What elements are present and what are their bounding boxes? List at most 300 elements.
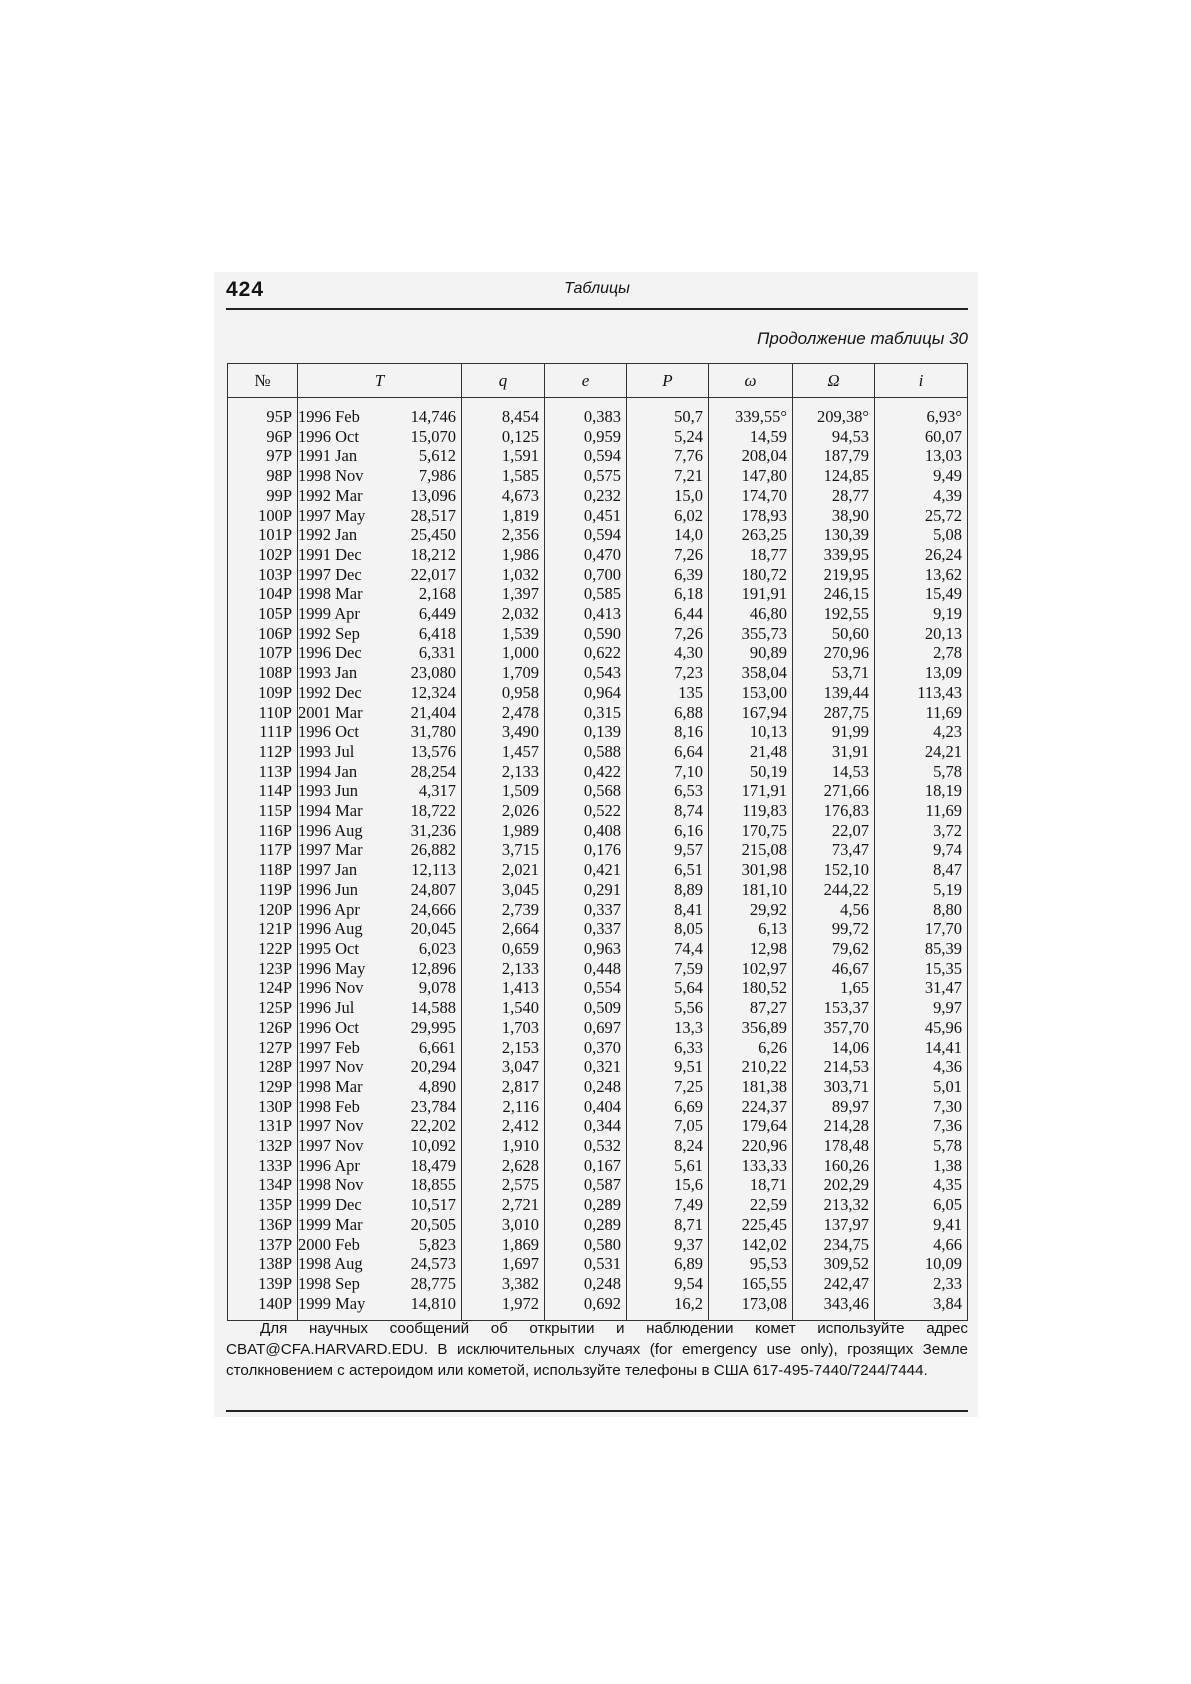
cell-ascending-node: 287,75 (793, 703, 875, 723)
cell-period: 7,21 (627, 466, 709, 486)
cell-argument-of-perihelion: 173,08 (709, 1294, 793, 1321)
perihelion-day: 12,113 (411, 860, 456, 880)
cell-inclination: 8,80 (875, 900, 968, 920)
perihelion-date: 1998 Nov (298, 466, 364, 486)
perihelion-date: 1999 Apr (298, 604, 360, 624)
book-page (226, 272, 968, 1417)
cell-perihelion-time (298, 781, 462, 801)
table-row (228, 1057, 968, 1077)
perihelion-day: 6,449 (418, 604, 456, 624)
perihelion-date: 1993 Jun (298, 781, 359, 801)
cell-period: 74,4 (627, 939, 709, 959)
cell-number: 140P (228, 1294, 298, 1321)
perihelion-date: 1992 Dec (298, 682, 362, 702)
cell-perihelion-distance: 2,153 (462, 1038, 545, 1058)
cell-perihelion-distance: 1,539 (462, 624, 545, 644)
cell-ascending-node: 214,28 (793, 1116, 875, 1136)
cell-ascending-node: 209,38° (793, 398, 875, 427)
perihelion-day: 6,331 (418, 643, 456, 663)
cell-perihelion-time (298, 545, 462, 565)
cell-period: 6,51 (627, 860, 709, 880)
cell-perihelion-time (298, 1038, 462, 1058)
cell-period: 7,26 (627, 624, 709, 644)
cell-ascending-node: 91,99 (793, 722, 875, 742)
cell-number: 130P (228, 1097, 298, 1117)
cell-ascending-node: 4,56 (793, 900, 875, 920)
cell-eccentricity: 0,692 (545, 1294, 627, 1321)
cell-argument-of-perihelion: 12,98 (709, 939, 793, 959)
cell-ascending-node: 22,07 (793, 821, 875, 841)
table-row (228, 446, 968, 466)
cell-perihelion-time (298, 1235, 462, 1255)
cell-number: 102P (228, 545, 298, 565)
cell-eccentricity: 0,408 (545, 821, 627, 841)
cell-period: 13,3 (627, 1018, 709, 1038)
cell-argument-of-perihelion: 180,72 (709, 565, 793, 585)
cell-argument-of-perihelion: 208,04 (709, 446, 793, 466)
perihelion-day: 20,294 (410, 1057, 456, 1077)
table-row (228, 1215, 968, 1235)
cell-number: 108P (228, 663, 298, 683)
table-row (228, 525, 968, 545)
perihelion-day: 20,045 (410, 919, 456, 939)
cell-perihelion-distance: 1,000 (462, 643, 545, 663)
cell-eccentricity: 0,594 (545, 446, 627, 466)
cell-ascending-node: 357,70 (793, 1018, 875, 1038)
perihelion-date: 1996 Nov (298, 978, 364, 998)
table-row (228, 1097, 968, 1117)
cell-ascending-node: 176,83 (793, 801, 875, 821)
cell-eccentricity: 0,580 (545, 1235, 627, 1255)
cell-eccentricity: 0,532 (545, 1136, 627, 1156)
cell-argument-of-perihelion: 171,91 (709, 781, 793, 801)
cell-inclination: 24,21 (875, 742, 968, 762)
cell-argument-of-perihelion: 90,89 (709, 643, 793, 663)
perihelion-day: 7,986 (418, 466, 456, 486)
cell-ascending-node: 178,48 (793, 1136, 875, 1156)
cell-inclination: 5,08 (875, 525, 968, 545)
cell-perihelion-time (298, 919, 462, 939)
cell-perihelion-distance: 1,032 (462, 565, 545, 585)
cell-inclination: 113,43 (875, 683, 968, 703)
perihelion-date: 1998 Mar (298, 584, 363, 604)
cell-argument-of-perihelion: 224,37 (709, 1097, 793, 1117)
cell-perihelion-time (298, 683, 462, 703)
perihelion-day: 14,746 (410, 407, 456, 426)
cell-eccentricity: 0,232 (545, 486, 627, 506)
cell-perihelion-time (298, 663, 462, 683)
cell-ascending-node: 214,53 (793, 1057, 875, 1077)
cell-number: 133P (228, 1156, 298, 1176)
cell-eccentricity: 0,315 (545, 703, 627, 723)
cell-argument-of-perihelion: 102,97 (709, 959, 793, 979)
cell-period: 7,23 (627, 663, 709, 683)
perihelion-day: 18,722 (410, 801, 456, 821)
cell-argument-of-perihelion: 170,75 (709, 821, 793, 841)
cell-period: 8,05 (627, 919, 709, 939)
cell-ascending-node: 192,55 (793, 604, 875, 624)
cell-argument-of-perihelion: 119,83 (709, 801, 793, 821)
perihelion-date: 1991 Jan (298, 446, 358, 466)
table-row (228, 545, 968, 565)
cell-eccentricity: 0,509 (545, 998, 627, 1018)
cell-argument-of-perihelion: 179,64 (709, 1116, 793, 1136)
cell-number: 127P (228, 1038, 298, 1058)
cell-period: 9,37 (627, 1235, 709, 1255)
cell-eccentricity: 0,585 (545, 584, 627, 604)
footnote: Для научных сообщений об открытии и наблюдении комет используйте адрес CBAT@CFA.HARVARD.EDU. В исключительных случаях (for emergency use only), грозящих Земле столкновением с астероидом или кометой, используйте телефоны в США 617-495-7440/7244/7444. (226, 1320, 968, 1379)
cell-eccentricity: 0,575 (545, 466, 627, 486)
cell-period: 6,64 (627, 742, 709, 762)
cell-perihelion-distance: 1,591 (462, 446, 545, 466)
cell-perihelion-time (298, 703, 462, 723)
cell-number: 114P (228, 781, 298, 801)
page-number: 424 (226, 278, 265, 301)
cell-perihelion-time (298, 1215, 462, 1235)
cell-number: 116P (228, 821, 298, 841)
cell-inclination: 10,09 (875, 1254, 968, 1274)
cell-perihelion-distance: 2,412 (462, 1116, 545, 1136)
cell-argument-of-perihelion: 6,26 (709, 1038, 793, 1058)
cell-period: 8,74 (627, 801, 709, 821)
table-header-row (228, 364, 968, 398)
cell-inclination: 5,19 (875, 880, 968, 900)
cell-ascending-node: 38,90 (793, 506, 875, 526)
cell-inclination: 3,84 (875, 1294, 968, 1321)
cell-eccentricity: 0,470 (545, 545, 627, 565)
table-row (228, 801, 968, 821)
cell-perihelion-distance: 1,709 (462, 663, 545, 683)
table-row (228, 624, 968, 644)
column-header-eccentricity: e (545, 364, 627, 398)
column-header-perihelion-time: T (298, 364, 462, 398)
cell-inclination: 13,62 (875, 565, 968, 585)
cell-eccentricity: 0,543 (545, 663, 627, 683)
perihelion-date: 1999 Mar (298, 1214, 363, 1234)
cell-period: 8,89 (627, 880, 709, 900)
running-title: Таблицы (564, 280, 630, 297)
cell-inclination: 31,47 (875, 978, 968, 998)
table-row (228, 427, 968, 447)
perihelion-day: 25,450 (410, 525, 456, 545)
column-header-inclination: i (875, 364, 968, 398)
cell-inclination: 15,49 (875, 584, 968, 604)
cell-eccentricity: 0,594 (545, 525, 627, 545)
cell-perihelion-distance: 1,540 (462, 998, 545, 1018)
perihelion-date: 1997 Mar (298, 840, 363, 860)
table-row (228, 1254, 968, 1274)
perihelion-day: 28,775 (410, 1273, 456, 1293)
cell-ascending-node: 242,47 (793, 1274, 875, 1294)
cell-ascending-node: 244,22 (793, 880, 875, 900)
cell-number: 109P (228, 683, 298, 703)
comet-elements-table (227, 363, 968, 1321)
cell-perihelion-time (298, 840, 462, 860)
cell-period: 7,49 (627, 1195, 709, 1215)
cell-ascending-node: 246,15 (793, 584, 875, 604)
cell-argument-of-perihelion: 10,13 (709, 722, 793, 742)
cell-period: 4,30 (627, 643, 709, 663)
cell-number: 98P (228, 466, 298, 486)
perihelion-date: 1991 Dec (298, 544, 362, 564)
cell-number: 125P (228, 998, 298, 1018)
perihelion-day: 23,080 (410, 663, 456, 683)
cell-argument-of-perihelion: 133,33 (709, 1156, 793, 1176)
perihelion-day: 21,404 (410, 702, 456, 722)
cell-perihelion-time (298, 525, 462, 545)
perihelion-day: 15,070 (410, 426, 456, 446)
perihelion-day: 31,780 (410, 722, 456, 742)
table-row (228, 604, 968, 624)
cell-inclination: 9,41 (875, 1215, 968, 1235)
cell-ascending-node: 130,39 (793, 525, 875, 545)
cell-period: 6,44 (627, 604, 709, 624)
cell-number: 121P (228, 919, 298, 939)
page-header (226, 278, 968, 308)
perihelion-day: 18,212 (410, 544, 456, 564)
cell-inclination: 4,35 (875, 1175, 968, 1195)
cell-perihelion-distance: 2,032 (462, 604, 545, 624)
table-row (228, 1116, 968, 1136)
cell-number: 139P (228, 1274, 298, 1294)
column-header-number: № (228, 364, 298, 398)
cell-period: 6,33 (627, 1038, 709, 1058)
cell-perihelion-time (298, 998, 462, 1018)
cell-period: 7,05 (627, 1116, 709, 1136)
cell-ascending-node: 153,37 (793, 998, 875, 1018)
cell-eccentricity: 0,337 (545, 919, 627, 939)
cell-eccentricity: 0,248 (545, 1077, 627, 1097)
cell-inclination: 5,78 (875, 762, 968, 782)
cell-argument-of-perihelion: 174,70 (709, 486, 793, 506)
table-row (228, 1156, 968, 1176)
cell-ascending-node: 99,72 (793, 919, 875, 939)
cell-perihelion-distance: 2,739 (462, 900, 545, 920)
table-row (228, 584, 968, 604)
cell-ascending-node: 79,62 (793, 939, 875, 959)
cell-inclination: 15,35 (875, 959, 968, 979)
cell-ascending-node: 339,95 (793, 545, 875, 565)
cell-perihelion-distance: 1,989 (462, 821, 545, 841)
cell-inclination: 60,07 (875, 427, 968, 447)
perihelion-day: 18,479 (410, 1155, 456, 1175)
cell-argument-of-perihelion: 153,00 (709, 683, 793, 703)
cell-period: 5,56 (627, 998, 709, 1018)
cell-inclination: 2,78 (875, 643, 968, 663)
cell-period: 6,18 (627, 584, 709, 604)
cell-perihelion-distance: 1,509 (462, 781, 545, 801)
cell-eccentricity: 0,531 (545, 1254, 627, 1274)
cell-argument-of-perihelion: 147,80 (709, 466, 793, 486)
perihelion-date: 1997 Nov (298, 1057, 364, 1077)
table-row (228, 1195, 968, 1215)
perihelion-date: 1996 Aug (298, 820, 363, 840)
cell-argument-of-perihelion: 87,27 (709, 998, 793, 1018)
cell-argument-of-perihelion: 14,59 (709, 427, 793, 447)
column-header-perihelion-distance: q (462, 364, 545, 398)
cell-perihelion-time (298, 1156, 462, 1176)
perihelion-day: 10,092 (410, 1136, 456, 1156)
cell-perihelion-distance: 0,125 (462, 427, 545, 447)
cell-eccentricity: 0,963 (545, 939, 627, 959)
cell-eccentricity: 0,383 (545, 398, 627, 427)
cell-number: 106P (228, 624, 298, 644)
cell-ascending-node: 343,46 (793, 1294, 875, 1321)
bottom-rule (226, 1410, 968, 1412)
cell-perihelion-time (298, 1254, 462, 1274)
cell-perihelion-time (298, 939, 462, 959)
cell-period: 6,89 (627, 1254, 709, 1274)
cell-perihelion-distance: 4,673 (462, 486, 545, 506)
cell-period: 16,2 (627, 1294, 709, 1321)
cell-ascending-node: 14,53 (793, 762, 875, 782)
table-row (228, 840, 968, 860)
cell-ascending-node: 202,29 (793, 1175, 875, 1195)
cell-number: 129P (228, 1077, 298, 1097)
perihelion-day: 29,995 (410, 1017, 456, 1037)
cell-perihelion-time (298, 1057, 462, 1077)
cell-perihelion-distance: 3,047 (462, 1057, 545, 1077)
cell-inclination: 14,41 (875, 1038, 968, 1058)
cell-ascending-node: 213,32 (793, 1195, 875, 1215)
cell-number: 124P (228, 978, 298, 998)
cell-inclination: 9,74 (875, 840, 968, 860)
cell-argument-of-perihelion: 178,93 (709, 506, 793, 526)
cell-ascending-node: 73,47 (793, 840, 875, 860)
cell-perihelion-time (298, 722, 462, 742)
table-row (228, 643, 968, 663)
cell-ascending-node: 50,60 (793, 624, 875, 644)
perihelion-date: 1998 Feb (298, 1096, 360, 1116)
perihelion-day: 28,254 (410, 761, 456, 781)
cell-argument-of-perihelion: 18,71 (709, 1175, 793, 1195)
cell-eccentricity: 0,959 (545, 427, 627, 447)
perihelion-day: 13,096 (410, 485, 456, 505)
cell-inclination: 11,69 (875, 801, 968, 821)
cell-perihelion-time (298, 801, 462, 821)
perihelion-day: 4,890 (418, 1076, 456, 1096)
perihelion-date: 1996 Apr (298, 1155, 360, 1175)
table-row (228, 565, 968, 585)
cell-number: 97P (228, 446, 298, 466)
cell-eccentricity: 0,554 (545, 978, 627, 998)
cell-argument-of-perihelion: 22,59 (709, 1195, 793, 1215)
cell-perihelion-time (298, 1294, 462, 1321)
cell-argument-of-perihelion: 21,48 (709, 742, 793, 762)
perihelion-date: 1996 Oct (298, 1017, 359, 1037)
perihelion-date: 1998 Mar (298, 1076, 363, 1096)
cell-inclination: 7,30 (875, 1097, 968, 1117)
perihelion-day: 10,517 (410, 1195, 456, 1215)
cell-perihelion-time (298, 446, 462, 466)
cell-eccentricity: 0,421 (545, 860, 627, 880)
cell-eccentricity: 0,344 (545, 1116, 627, 1136)
table-row (228, 978, 968, 998)
cell-inclination: 9,97 (875, 998, 968, 1018)
cell-argument-of-perihelion: 50,19 (709, 762, 793, 782)
perihelion-date: 1996 Jun (298, 879, 359, 899)
cell-inclination: 85,39 (875, 939, 968, 959)
perihelion-day: 24,807 (410, 879, 456, 899)
cell-inclination: 26,24 (875, 545, 968, 565)
cell-perihelion-distance: 1,869 (462, 1235, 545, 1255)
cell-number: 105P (228, 604, 298, 624)
cell-perihelion-time (298, 1077, 462, 1097)
perihelion-day: 6,661 (418, 1037, 456, 1057)
cell-inclination: 20,13 (875, 624, 968, 644)
cell-number: 132P (228, 1136, 298, 1156)
cell-argument-of-perihelion: 142,02 (709, 1235, 793, 1255)
perihelion-date: 1997 Feb (298, 1037, 360, 1057)
cell-perihelion-distance: 0,958 (462, 683, 545, 703)
cell-perihelion-distance: 2,575 (462, 1175, 545, 1195)
column-header-ascending-node: Ω (793, 364, 875, 398)
cell-number: 123P (228, 959, 298, 979)
cell-inclination: 4,66 (875, 1235, 968, 1255)
cell-perihelion-time (298, 1018, 462, 1038)
perihelion-date: 2000 Feb (298, 1234, 360, 1254)
cell-perihelion-distance: 2,133 (462, 959, 545, 979)
cell-number: 126P (228, 1018, 298, 1038)
cell-perihelion-time (298, 398, 462, 427)
table-row (228, 1175, 968, 1195)
perihelion-day: 26,882 (410, 840, 456, 860)
cell-argument-of-perihelion: 215,08 (709, 840, 793, 860)
cell-perihelion-time (298, 900, 462, 920)
table-row (228, 1294, 968, 1321)
cell-period: 6,16 (627, 821, 709, 841)
cell-period: 9,51 (627, 1057, 709, 1077)
cell-number: 101P (228, 525, 298, 545)
perihelion-date: 1997 Nov (298, 1136, 364, 1156)
cell-argument-of-perihelion: 225,45 (709, 1215, 793, 1235)
cell-number: 112P (228, 742, 298, 762)
cell-argument-of-perihelion: 191,91 (709, 584, 793, 604)
cell-perihelion-time (298, 1175, 462, 1195)
cell-number: 128P (228, 1057, 298, 1077)
table-row (228, 959, 968, 979)
table-row (228, 919, 968, 939)
cell-argument-of-perihelion: 220,96 (709, 1136, 793, 1156)
cell-period: 15,0 (627, 486, 709, 506)
cell-period: 8,24 (627, 1136, 709, 1156)
cell-ascending-node: 152,10 (793, 860, 875, 880)
cell-perihelion-distance: 1,697 (462, 1254, 545, 1274)
cell-number: 104P (228, 584, 298, 604)
perihelion-day: 5,612 (418, 446, 456, 466)
perihelion-day: 24,666 (410, 899, 456, 919)
cell-period: 6,88 (627, 703, 709, 723)
cell-argument-of-perihelion: 339,55° (709, 398, 793, 427)
perihelion-day: 6,023 (418, 938, 456, 958)
cell-eccentricity: 0,404 (545, 1097, 627, 1117)
cell-number: 113P (228, 762, 298, 782)
table-row (228, 663, 968, 683)
cell-argument-of-perihelion: 210,22 (709, 1057, 793, 1077)
cell-inclination: 17,70 (875, 919, 968, 939)
cell-inclination: 4,36 (875, 1057, 968, 1077)
perihelion-day: 24,573 (410, 1254, 456, 1274)
cell-ascending-node: 271,66 (793, 781, 875, 801)
cell-perihelion-time (298, 1097, 462, 1117)
cell-number: 110P (228, 703, 298, 723)
cell-number: 111P (228, 722, 298, 742)
perihelion-day: 28,517 (410, 505, 456, 525)
table-row (228, 506, 968, 526)
cell-ascending-node: 234,75 (793, 1235, 875, 1255)
cell-perihelion-time (298, 1116, 462, 1136)
cell-argument-of-perihelion: 167,94 (709, 703, 793, 723)
